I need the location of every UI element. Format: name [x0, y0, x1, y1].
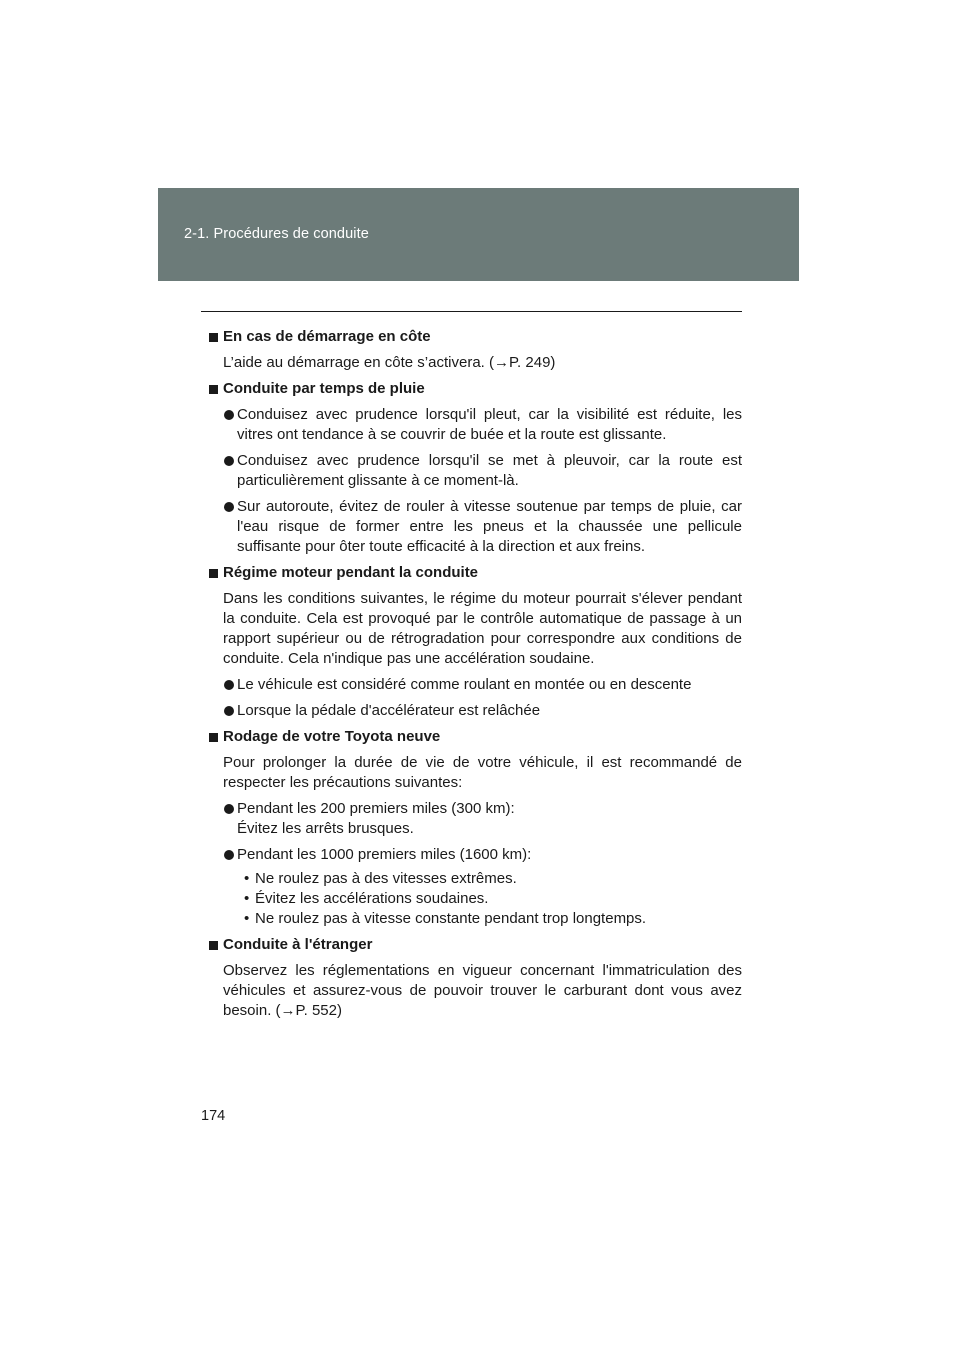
square-bullet-icon: [209, 385, 218, 394]
sub-list-item: • Évitez les accélérations soudaines.: [244, 890, 489, 907]
square-bullet-icon: [209, 333, 218, 342]
section-heading: Régime moteur pendant la conduite: [208, 563, 742, 583]
sub-list: [208, 869, 742, 929]
page-content: [208, 327, 742, 1027]
small-bullet-icon: •: [244, 870, 250, 887]
square-bullet-icon: [209, 941, 218, 950]
section-heading: Rodage de votre Toyota neuve: [208, 727, 742, 747]
circle-bullet-icon: [224, 410, 234, 420]
small-bullet-icon: •: [244, 910, 250, 927]
sub-list-item: • Ne roulez pas à des vitesses extrêmes.: [244, 870, 517, 887]
chapter-header: [158, 188, 799, 281]
list-item: Pendant les 200 premiers miles (300 km): Évitez les arrêts brusques.: [208, 799, 742, 839]
list-item: Sur autoroute, évitez de rouler à vitesse soutenue par temps de pluie, car l'eau risque de former entre les pneus et la chaussée une pellicule suffisante pour ôter toute efficacité à la direction et aux freins.: [208, 497, 742, 557]
section-heading: Conduite par temps de pluie: [208, 379, 742, 399]
list-item: Le véhicule est considéré comme roulant en montée ou en descente: [208, 675, 742, 695]
circle-bullet-icon: [224, 850, 234, 860]
list-item: Lorsque la pédale d'accélérateur est relâchée: [208, 701, 742, 721]
list-item: Conduisez avec prudence lorsqu'il pleut, car la visibilité est réduite, les vitres ont tendance à se couvrir de buée et la route est glissante.: [208, 405, 742, 445]
circle-bullet-icon: [224, 502, 234, 512]
sub-list-item: • Ne roulez pas à vitesse constante pendant trop longtemps.: [244, 910, 647, 927]
small-bullet-icon: •: [244, 890, 250, 907]
circle-bullet-icon: [224, 456, 234, 466]
circle-bullet-icon: [224, 804, 234, 814]
circle-bullet-icon: [224, 680, 234, 690]
paragraph: Observez les réglementations en vigueur concernant l'immatriculation des véhicules et assurez-vous de pouvoir trouver le carburant dont vous avez besoin. (→P. 552): [223, 962, 742, 1019]
section-heading: Conduite à l'étranger: [208, 935, 742, 955]
list-item: Conduisez avec prudence lorsqu'il se met à pleuvoir, car la route est particulièrement glissante à ce moment-là.: [208, 451, 742, 491]
paragraph: Pour prolonger la durée de vie de votre véhicule, il est recommandé de respecter les précautions suivantes:: [223, 754, 742, 791]
page-number: 174: [201, 1108, 226, 1124]
list-item: Pendant les 1000 premiers miles (1600 km):: [208, 845, 742, 865]
section-divider: [201, 311, 742, 312]
circle-bullet-icon: [224, 706, 234, 716]
square-bullet-icon: [209, 569, 218, 578]
chapter-title: 2-1. Procédures de conduite: [184, 226, 369, 242]
paragraph: Dans les conditions suivantes, le régime du moteur pourrait s'élever pendant la conduite. Cela est provoqué par le contrôle automatique de passage à un rapport supérieur ou de rétrogradation pour correspondre aux conditions de conduite. Cela n'indique pas une accélération soudaine.: [223, 590, 742, 667]
section-heading: En cas de démarrage en côte: [208, 327, 742, 347]
square-bullet-icon: [209, 733, 218, 742]
paragraph: L’aide au démarrage en côte s’activera. (→P. 249): [223, 354, 556, 371]
